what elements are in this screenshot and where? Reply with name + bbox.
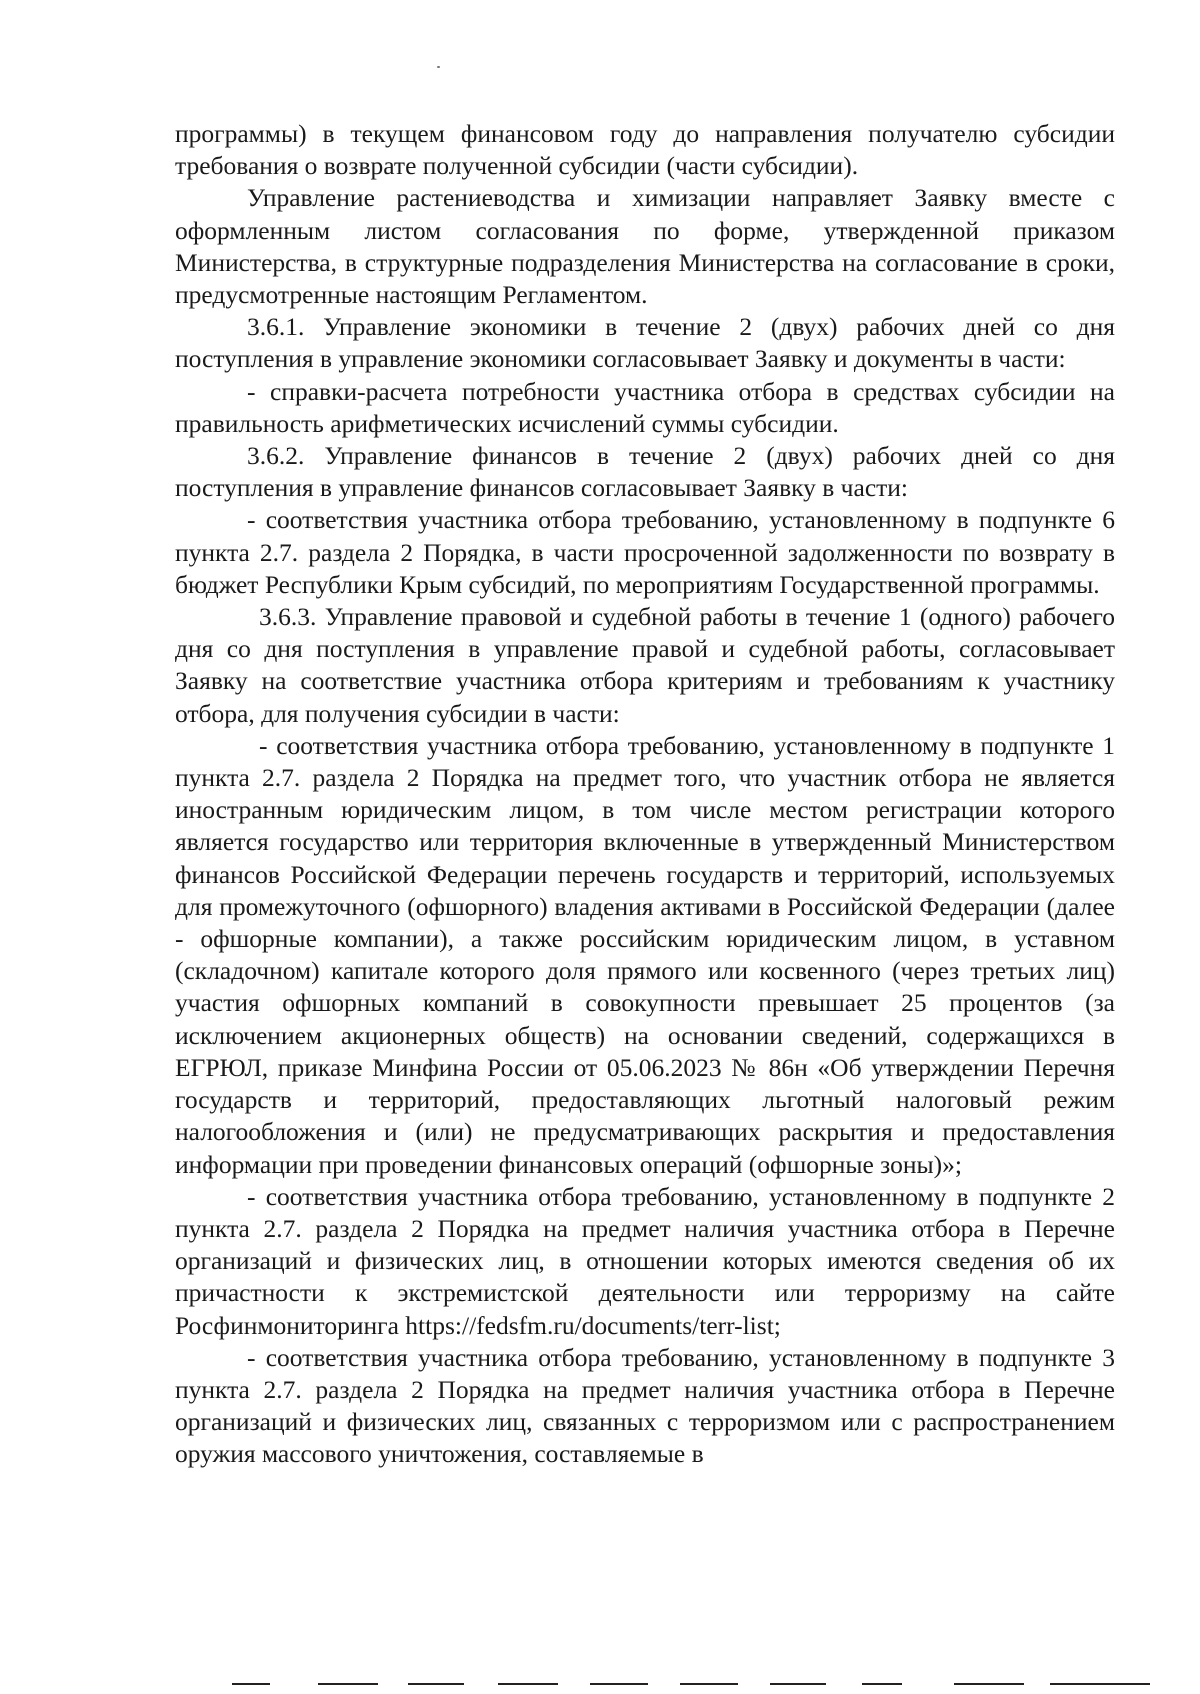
paragraph-3-6-3-item-1: - соответствия участника отбора требованию, установленному в подпункте 1 пункта 2.7. раздела 2 Порядка на предмет того, что участник отбора не является иностранным юридическим лицом, в том числе местом регистрации которого является государство или территория включенные в утвержденный Министерством финансов Российской Федерации перечень государств и территорий, используемых для промежуточного (офшорного) владения активами в Российской Федерации (далее - офшорные компании), а также российским юридическим лицом, в уставном (складочном) капитале которого доля прямого или косвенного (через третьих лиц) участия офшорных компаний в совокупности превышает 25 процентов (за исключением акционерных обществ) на основании сведений, содержащихся в ЕГРЮЛ, приказе Минфина России от 05.06.2023 № 86н «Об утверждении Перечня государств и территорий, предоставляющих льготный налоговый режим налогообложения и (или) не предусматривающих раскрытия и предоставления информации при проведении финансовых операций (офшорные зоны)»;	[175, 730, 1115, 1179]
paragraph-3-6-3-item-2: - соответствия участника отбора требованию, установленному в подпункте 2 пункта 2.7. раздела 2 Порядка на предмет наличия участника отбора в Перечне организаций и физических лиц, в отношении которых имеются сведения об их причастности к экстремистской деятельности или терроризму на сайте Росфинмониторинга https://fedsfm.ru/documents/terr-list;	[175, 1181, 1115, 1340]
scan-edge-mark	[498, 1683, 558, 1685]
paragraph-3-6-2: 3.6.2. Управление финансов в течение 2 (двух) рабочих дней со дня поступления в управление финансов согласовывает Заявку в части:	[175, 441, 1115, 503]
document-page	[175, 118, 1115, 1471]
scan-edge-mark	[232, 1683, 270, 1685]
paragraph-continuation: программы) в текущем финансовом году до направления получателю субсидии требования о возврате полученной субсидии (части субсидии).	[175, 119, 1115, 181]
scan-edge-mark	[680, 1683, 738, 1685]
scan-edge-mark	[770, 1683, 826, 1685]
scan-artifact-dot	[437, 66, 440, 68]
paragraph-plant-department: Управление растениеводства и химизации направляет Заявку вместе с оформленным листом согласования по форме, утвержденной приказом Министерства, в структурные подразделения Министерства на согласование в сроки, предусмотренные настоящим Регламентом.	[175, 183, 1115, 310]
paragraph-3-6-3: 3.6.3. Управление правовой и судебной работы в течение 1 (одного) рабочего дня со дня поступления в управление правой и судебной работы, согласовывает Заявку на соответствие участника отбора критериям и требованиям к участнику отбора, для получения субсидии в части:	[175, 602, 1115, 728]
scan-edge-mark	[1050, 1683, 1150, 1685]
paragraph-3-6-1-item: - справки-расчета потребности участника отбора в средствах субсидии на правильность арифметических исчислений суммы субсидии.	[175, 376, 1115, 438]
scan-edge-mark	[862, 1683, 902, 1685]
paragraph-3-6-2-item: - соответствия участника отбора требованию, установленному в подпункте 6 пункта 2.7. раздела 2 Порядка, в части просроченной задолженности по возврату в бюджет Республики Крым субсидий, по мероприятиям Государственной программы.	[175, 505, 1115, 599]
paragraph-3-6-3-item-3: - соответствия участника отбора требованию, установленному в подпункте 3 пункта 2.7. раздела 2 Порядка на предмет наличия участника отбора в Перечне организаций и физических лиц, связанных с терроризмом или с распространением оружия массового уничтожения, составляемые в	[175, 1342, 1115, 1469]
scan-edge-mark	[408, 1683, 464, 1685]
paragraph-3-6-1: 3.6.1. Управление экономики в течение 2 (двух) рабочих дней со дня поступления в управление экономики согласовывает Заявку и документы в части:	[175, 312, 1115, 374]
scan-edge-mark	[590, 1683, 648, 1685]
scan-edge-mark	[954, 1683, 1024, 1685]
scan-edge-mark	[318, 1683, 378, 1685]
